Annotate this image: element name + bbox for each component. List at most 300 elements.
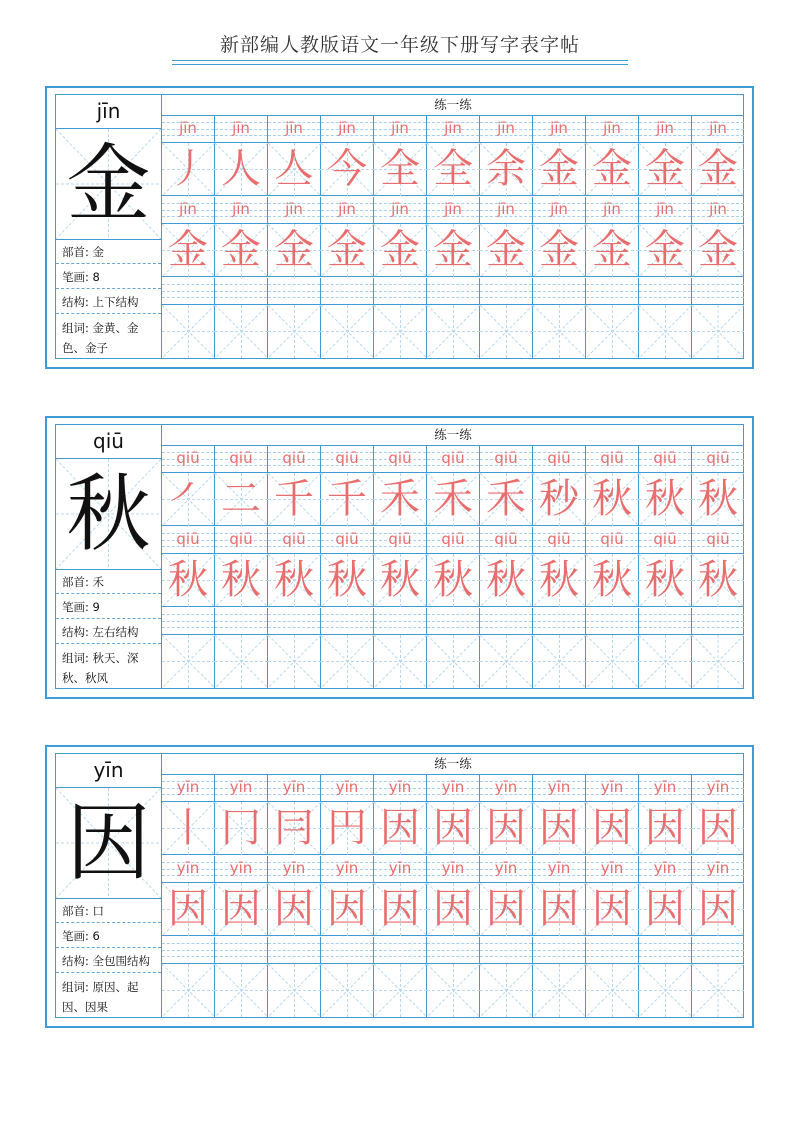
blank-writing-cell[interactable] bbox=[480, 964, 533, 1017]
pinyin-guide-line bbox=[427, 950, 479, 951]
blank-writing-cell[interactable] bbox=[586, 635, 639, 688]
stroke-count-info-value: 6 bbox=[92, 929, 100, 943]
pinyin-guide-line bbox=[639, 627, 691, 628]
pinyin-cell bbox=[692, 527, 744, 554]
blank-pinyin-cell[interactable] bbox=[639, 937, 692, 964]
trace-character: 金 bbox=[168, 227, 208, 273]
trace-character-cell bbox=[427, 224, 480, 277]
blank-writing-cell[interactable] bbox=[533, 964, 586, 1017]
trace-character: 金 bbox=[645, 146, 685, 192]
trace-character-cell bbox=[321, 473, 374, 526]
pinyin-guide-line bbox=[533, 943, 585, 944]
pinyin-cell bbox=[533, 197, 586, 224]
trace-character: 金 bbox=[698, 227, 738, 273]
trace-pinyin: yīn bbox=[282, 859, 306, 877]
trace-character-cell bbox=[639, 554, 692, 607]
trace-character: 秋 bbox=[274, 557, 314, 603]
pinyin-cell bbox=[374, 446, 427, 473]
blank-pinyin-cell[interactable] bbox=[533, 937, 586, 964]
trace-character: 円 bbox=[327, 805, 367, 851]
blank-writing-cell[interactable] bbox=[480, 635, 533, 688]
pinyin-guide-line bbox=[321, 956, 373, 957]
blank-pinyin-cell[interactable] bbox=[427, 608, 480, 635]
blank-pinyin-cell[interactable] bbox=[692, 608, 744, 635]
blank-pinyin-cell[interactable] bbox=[586, 937, 639, 964]
blank-writing-cell[interactable] bbox=[427, 964, 480, 1017]
pinyin-guide-line bbox=[321, 291, 373, 292]
blank-writing-cell[interactable] bbox=[268, 305, 321, 358]
blank-writing-cell[interactable] bbox=[321, 964, 374, 1017]
words-info bbox=[56, 645, 161, 688]
trace-character: 金 bbox=[486, 227, 526, 273]
trace-character: 金 bbox=[327, 227, 367, 273]
pinyin-guide-line bbox=[533, 627, 585, 628]
trace-pinyin: yīn bbox=[600, 778, 624, 796]
pinyin-guide-line bbox=[639, 291, 691, 292]
trace-pinyin: jīn bbox=[497, 200, 515, 218]
blank-pinyin-cell[interactable] bbox=[480, 278, 533, 305]
blank-writing-cell[interactable] bbox=[215, 305, 268, 358]
character-card bbox=[45, 416, 754, 699]
pinyin-guide-line bbox=[586, 291, 638, 292]
blank-writing-cell[interactable] bbox=[692, 305, 744, 358]
trace-pinyin: jīn bbox=[444, 119, 462, 137]
blank-writing-cell[interactable] bbox=[427, 635, 480, 688]
trace-character-cell bbox=[162, 224, 215, 277]
trace-character-cell bbox=[215, 143, 268, 196]
blank-writing-cell[interactable] bbox=[374, 635, 427, 688]
blank-writing-cell[interactable] bbox=[480, 305, 533, 358]
stroke-count-info-value: 9 bbox=[92, 600, 100, 614]
trace-character-cell bbox=[374, 143, 427, 196]
blank-writing-cell[interactable] bbox=[215, 964, 268, 1017]
practice-grid bbox=[162, 754, 744, 1017]
trace-character-cell bbox=[162, 473, 215, 526]
pinyin-guide-line bbox=[586, 627, 638, 628]
blank-writing-cell[interactable] bbox=[374, 964, 427, 1017]
model-character-box bbox=[56, 129, 161, 240]
card-frame bbox=[55, 753, 744, 1018]
pinyin-cell bbox=[374, 775, 427, 802]
pinyin-guide-line bbox=[215, 291, 267, 292]
stroke-count-info-value: 8 bbox=[92, 270, 100, 284]
pinyin-guide-line bbox=[374, 621, 426, 622]
trace-character: 因 bbox=[539, 805, 579, 851]
trace-character-cell bbox=[162, 143, 215, 196]
pinyin-cell bbox=[321, 197, 374, 224]
trace-character-cell bbox=[215, 802, 268, 855]
trace-pinyin: yīn bbox=[335, 859, 359, 877]
trace-character-cell bbox=[162, 802, 215, 855]
trace-character: 因 bbox=[221, 886, 261, 932]
trace-character-cell bbox=[480, 802, 533, 855]
blank-writing-cell[interactable] bbox=[268, 635, 321, 688]
trace-character-cell bbox=[692, 143, 744, 196]
character-card bbox=[45, 745, 754, 1028]
pinyin-guide-line bbox=[427, 956, 479, 957]
pinyin-guide-line bbox=[427, 627, 479, 628]
pinyin-guide-line bbox=[692, 627, 744, 628]
pinyin-guide-line bbox=[374, 627, 426, 628]
stroke-count-info-label: 笔画: bbox=[62, 929, 93, 943]
pinyin-cell bbox=[427, 527, 480, 554]
blank-pinyin-cell[interactable] bbox=[692, 937, 744, 964]
trace-pinyin: yīn bbox=[388, 859, 412, 877]
words-info-value: 秋天、深秋、秋风 bbox=[62, 651, 139, 685]
trace-character: 秋 bbox=[327, 557, 367, 603]
pinyin-cell bbox=[215, 775, 268, 802]
pinyin-cell bbox=[639, 856, 692, 883]
blank-writing-cell[interactable] bbox=[692, 964, 744, 1017]
tian-zi-guide bbox=[215, 964, 268, 1017]
blank-pinyin-cell[interactable] bbox=[586, 278, 639, 305]
trace-character-cell bbox=[427, 883, 480, 936]
trace-character: 因 bbox=[486, 886, 526, 932]
pinyin-cell bbox=[374, 527, 427, 554]
pinyin-cell bbox=[480, 775, 533, 802]
trace-pinyin: jīn bbox=[391, 119, 409, 137]
radical-info bbox=[56, 570, 161, 594]
pinyin-cell bbox=[586, 775, 639, 802]
blank-writing-cell[interactable] bbox=[639, 305, 692, 358]
pinyin-guide-line bbox=[215, 627, 267, 628]
trace-character: 冂 bbox=[221, 805, 261, 851]
trace-character-cell bbox=[268, 224, 321, 277]
practice-grid bbox=[162, 95, 744, 358]
tian-zi-guide bbox=[480, 635, 533, 688]
tian-zi-guide bbox=[374, 305, 427, 358]
tian-zi-guide bbox=[692, 305, 744, 358]
pinyin-cell bbox=[321, 446, 374, 473]
pinyin-cell bbox=[162, 527, 215, 554]
blank-writing-cell[interactable] bbox=[533, 305, 586, 358]
tian-zi-guide bbox=[321, 305, 374, 358]
words-info-value: 金黄、金色、金子 bbox=[62, 321, 139, 355]
trace-character: 因 bbox=[486, 805, 526, 851]
blank-writing-cell[interactable] bbox=[586, 964, 639, 1017]
radical-info-label: 部首: bbox=[62, 575, 93, 589]
pinyin-guide-line bbox=[639, 297, 691, 298]
blank-writing-cell[interactable] bbox=[321, 635, 374, 688]
blank-pinyin-cell[interactable] bbox=[374, 937, 427, 964]
pinyin-guide-line bbox=[215, 614, 267, 615]
trace-pinyin: qiū bbox=[388, 449, 412, 467]
pinyin-guide-line bbox=[427, 284, 479, 285]
trace-pinyin: jīn bbox=[603, 119, 621, 137]
trace-character-cell bbox=[321, 883, 374, 936]
pinyin-cell bbox=[162, 446, 215, 473]
trace-pinyin: jīn bbox=[709, 200, 727, 218]
radical-info-value: 口 bbox=[92, 904, 105, 918]
structure-info-value: 上下结构 bbox=[92, 295, 139, 309]
trace-pinyin: yīn bbox=[176, 778, 200, 796]
pinyin-cell bbox=[321, 527, 374, 554]
trace-character: 秋 bbox=[645, 557, 685, 603]
trace-pinyin: qiū bbox=[176, 449, 200, 467]
trace-character-cell bbox=[586, 143, 639, 196]
pinyin-cell bbox=[480, 856, 533, 883]
pinyin-cell bbox=[374, 197, 427, 224]
trace-character: 禾 bbox=[486, 476, 526, 522]
trace-pinyin: qiū bbox=[335, 530, 359, 548]
pinyin-cell bbox=[215, 116, 268, 143]
tian-zi-guide bbox=[586, 305, 639, 358]
trace-character-cell bbox=[692, 554, 744, 607]
trace-pinyin: qiū bbox=[600, 449, 624, 467]
pinyin-guide-line bbox=[268, 621, 320, 622]
pinyin-cell bbox=[162, 116, 215, 143]
trace-character: 冃 bbox=[274, 805, 314, 851]
pinyin-guide-line bbox=[586, 284, 638, 285]
blank-pinyin-cell[interactable] bbox=[321, 278, 374, 305]
trace-pinyin: jīn bbox=[444, 200, 462, 218]
blank-writing-cell[interactable] bbox=[586, 305, 639, 358]
blank-pinyin-cell[interactable] bbox=[321, 937, 374, 964]
blank-writing-cell[interactable] bbox=[268, 964, 321, 1017]
blank-pinyin-cell[interactable] bbox=[639, 278, 692, 305]
tian-zi-guide bbox=[639, 305, 692, 358]
pinyin-guide-line bbox=[162, 284, 214, 285]
pinyin-guide-line bbox=[692, 950, 744, 951]
trace-pinyin: qiū bbox=[600, 530, 624, 548]
blank-writing-cell[interactable] bbox=[162, 964, 215, 1017]
pinyin-cell bbox=[533, 116, 586, 143]
trace-pinyin: qiū bbox=[176, 530, 200, 548]
pinyin-guide-line bbox=[692, 956, 744, 957]
pinyin-cell bbox=[692, 856, 744, 883]
pinyin-guide-line bbox=[268, 627, 320, 628]
pinyin-guide-line bbox=[215, 297, 267, 298]
blank-writing-cell[interactable] bbox=[321, 305, 374, 358]
trace-character: 今 bbox=[327, 146, 367, 192]
pinyin-cell bbox=[692, 775, 744, 802]
tian-zi-guide bbox=[321, 635, 374, 688]
pinyin-guide-line bbox=[480, 950, 532, 951]
practice-header: 练一练 bbox=[162, 754, 744, 775]
structure-info-label: 结构: bbox=[62, 954, 93, 968]
tian-zi-guide bbox=[268, 635, 321, 688]
trace-character-cell bbox=[639, 883, 692, 936]
trace-pinyin: jīn bbox=[550, 200, 568, 218]
trace-character: 金 bbox=[221, 227, 261, 273]
trace-character-cell bbox=[586, 554, 639, 607]
blank-writing-cell[interactable] bbox=[639, 635, 692, 688]
pinyin-cell bbox=[533, 446, 586, 473]
pinyin-guide-line bbox=[480, 284, 532, 285]
tian-zi-guide bbox=[586, 964, 639, 1017]
blank-writing-cell[interactable] bbox=[533, 635, 586, 688]
trace-character-cell bbox=[533, 143, 586, 196]
blank-pinyin-cell[interactable] bbox=[215, 278, 268, 305]
blank-pinyin-cell[interactable] bbox=[215, 608, 268, 635]
blank-writing-cell[interactable] bbox=[692, 635, 744, 688]
pinyin-cell bbox=[215, 527, 268, 554]
trace-pinyin: qiū bbox=[388, 530, 412, 548]
trace-character-cell bbox=[639, 802, 692, 855]
blank-pinyin-cell[interactable] bbox=[533, 608, 586, 635]
title-rule bbox=[172, 64, 628, 65]
character-pinyin: qiū bbox=[56, 425, 161, 459]
trace-character-cell bbox=[215, 473, 268, 526]
pinyin-guide-line bbox=[427, 614, 479, 615]
tian-zi-guide bbox=[533, 635, 586, 688]
trace-character-cell bbox=[427, 143, 480, 196]
stroke-count-info-label: 笔画: bbox=[62, 600, 93, 614]
blank-writing-cell[interactable] bbox=[215, 635, 268, 688]
pinyin-cell bbox=[374, 856, 427, 883]
practice-grid bbox=[162, 425, 744, 688]
blank-pinyin-cell[interactable] bbox=[480, 608, 533, 635]
radical-info-label: 部首: bbox=[62, 904, 93, 918]
blank-pinyin-cell[interactable] bbox=[268, 278, 321, 305]
trace-character: 因 bbox=[645, 886, 685, 932]
blank-pinyin-cell[interactable] bbox=[374, 608, 427, 635]
pinyin-guide-line bbox=[321, 627, 373, 628]
tian-zi-guide bbox=[427, 305, 480, 358]
tian-zi-guide bbox=[162, 305, 215, 358]
blank-pinyin-cell[interactable] bbox=[268, 937, 321, 964]
tian-zi-guide bbox=[374, 964, 427, 1017]
trace-character: 金 bbox=[539, 146, 579, 192]
radical-info-label: 部首: bbox=[62, 245, 93, 259]
pinyin-guide-line bbox=[480, 621, 532, 622]
trace-character-cell bbox=[480, 143, 533, 196]
pinyin-cell bbox=[533, 775, 586, 802]
pinyin-guide-line bbox=[374, 297, 426, 298]
pinyin-guide-line bbox=[480, 627, 532, 628]
radical-info-value: 金 bbox=[92, 245, 105, 259]
blank-pinyin-cell[interactable] bbox=[268, 608, 321, 635]
trace-character: 因 bbox=[168, 886, 208, 932]
pinyin-cell bbox=[162, 856, 215, 883]
trace-character-cell bbox=[268, 554, 321, 607]
tian-zi-guide bbox=[374, 635, 427, 688]
trace-character-cell bbox=[480, 473, 533, 526]
trace-pinyin: jīn bbox=[391, 200, 409, 218]
trace-character: 千 bbox=[327, 476, 367, 522]
trace-character-cell bbox=[427, 802, 480, 855]
trace-character-cell bbox=[586, 802, 639, 855]
trace-character: ㇒ bbox=[168, 476, 208, 522]
trace-pinyin: yīn bbox=[441, 778, 465, 796]
tian-zi-guide bbox=[533, 964, 586, 1017]
pinyin-cell bbox=[639, 197, 692, 224]
structure-info-value: 全包围结构 bbox=[92, 954, 151, 968]
blank-pinyin-cell[interactable] bbox=[321, 608, 374, 635]
blank-pinyin-cell[interactable] bbox=[692, 278, 744, 305]
trace-character: 全 bbox=[380, 146, 420, 192]
pinyin-guide-line bbox=[533, 956, 585, 957]
pinyin-guide-line bbox=[586, 950, 638, 951]
blank-pinyin-cell[interactable] bbox=[215, 937, 268, 964]
blank-pinyin-cell[interactable] bbox=[427, 937, 480, 964]
blank-pinyin-cell[interactable] bbox=[639, 608, 692, 635]
blank-pinyin-cell[interactable] bbox=[162, 608, 215, 635]
blank-pinyin-cell[interactable] bbox=[427, 278, 480, 305]
trace-character-cell bbox=[215, 554, 268, 607]
blank-pinyin-cell[interactable] bbox=[533, 278, 586, 305]
pinyin-guide-line bbox=[639, 943, 691, 944]
tian-zi-guide bbox=[692, 635, 744, 688]
pinyin-cell bbox=[533, 856, 586, 883]
trace-pinyin: yīn bbox=[600, 859, 624, 877]
tian-zi-guide bbox=[215, 305, 268, 358]
trace-character-cell bbox=[480, 224, 533, 277]
trace-character: 秋 bbox=[592, 476, 632, 522]
tian-zi-guide bbox=[639, 635, 692, 688]
pinyin-cell bbox=[215, 197, 268, 224]
trace-character: 因 bbox=[274, 886, 314, 932]
practice-header: 练一练 bbox=[162, 425, 744, 446]
radical-info bbox=[56, 240, 161, 264]
pinyin-cell bbox=[692, 197, 744, 224]
trace-character-cell bbox=[586, 883, 639, 936]
model-character: 秋 bbox=[66, 465, 151, 563]
trace-character-cell bbox=[321, 224, 374, 277]
pinyin-cell bbox=[268, 197, 321, 224]
blank-writing-cell[interactable] bbox=[374, 305, 427, 358]
pinyin-cell bbox=[215, 446, 268, 473]
stroke-count-info bbox=[56, 595, 161, 619]
trace-pinyin: yīn bbox=[335, 778, 359, 796]
trace-character: 秋 bbox=[168, 557, 208, 603]
tian-zi-guide bbox=[480, 305, 533, 358]
trace-pinyin: yīn bbox=[706, 778, 730, 796]
pinyin-guide-line bbox=[639, 950, 691, 951]
trace-pinyin: jīn bbox=[656, 200, 674, 218]
trace-character-cell bbox=[692, 883, 744, 936]
blank-writing-cell[interactable] bbox=[639, 964, 692, 1017]
pinyin-cell bbox=[480, 197, 533, 224]
trace-character-cell bbox=[533, 473, 586, 526]
trace-character-cell bbox=[321, 143, 374, 196]
blank-pinyin-cell[interactable] bbox=[162, 937, 215, 964]
trace-character: 全 bbox=[433, 146, 473, 192]
pinyin-guide-line bbox=[321, 297, 373, 298]
blank-writing-cell[interactable] bbox=[162, 635, 215, 688]
trace-pinyin: yīn bbox=[653, 859, 677, 877]
pinyin-guide-line bbox=[586, 297, 638, 298]
blank-pinyin-cell[interactable] bbox=[374, 278, 427, 305]
pinyin-guide-line bbox=[321, 950, 373, 951]
structure-info bbox=[56, 290, 161, 314]
trace-character: 金 bbox=[645, 227, 685, 273]
pinyin-cell bbox=[692, 446, 744, 473]
blank-pinyin-cell[interactable] bbox=[162, 278, 215, 305]
blank-pinyin-cell[interactable] bbox=[480, 937, 533, 964]
trace-pinyin: qiū bbox=[547, 449, 571, 467]
page-title: 新部编人教版语文一年级下册写字表字帖 bbox=[219, 34, 580, 56]
blank-pinyin-cell[interactable] bbox=[586, 608, 639, 635]
trace-pinyin: jīn bbox=[232, 119, 250, 137]
trace-pinyin: jīn bbox=[497, 119, 515, 137]
trace-pinyin: jīn bbox=[709, 119, 727, 137]
trace-pinyin: jīn bbox=[550, 119, 568, 137]
trace-pinyin: qiū bbox=[653, 449, 677, 467]
pinyin-cell bbox=[586, 116, 639, 143]
stroke-count-info bbox=[56, 924, 161, 948]
stroke-count-info bbox=[56, 265, 161, 289]
blank-writing-cell[interactable] bbox=[427, 305, 480, 358]
tian-zi-guide bbox=[586, 635, 639, 688]
pinyin-cell bbox=[321, 856, 374, 883]
pinyin-guide-line bbox=[215, 950, 267, 951]
pinyin-guide-line bbox=[268, 943, 320, 944]
trace-character: 因 bbox=[645, 805, 685, 851]
pinyin-cell bbox=[427, 775, 480, 802]
pinyin-guide-line bbox=[321, 621, 373, 622]
blank-writing-cell[interactable] bbox=[162, 305, 215, 358]
